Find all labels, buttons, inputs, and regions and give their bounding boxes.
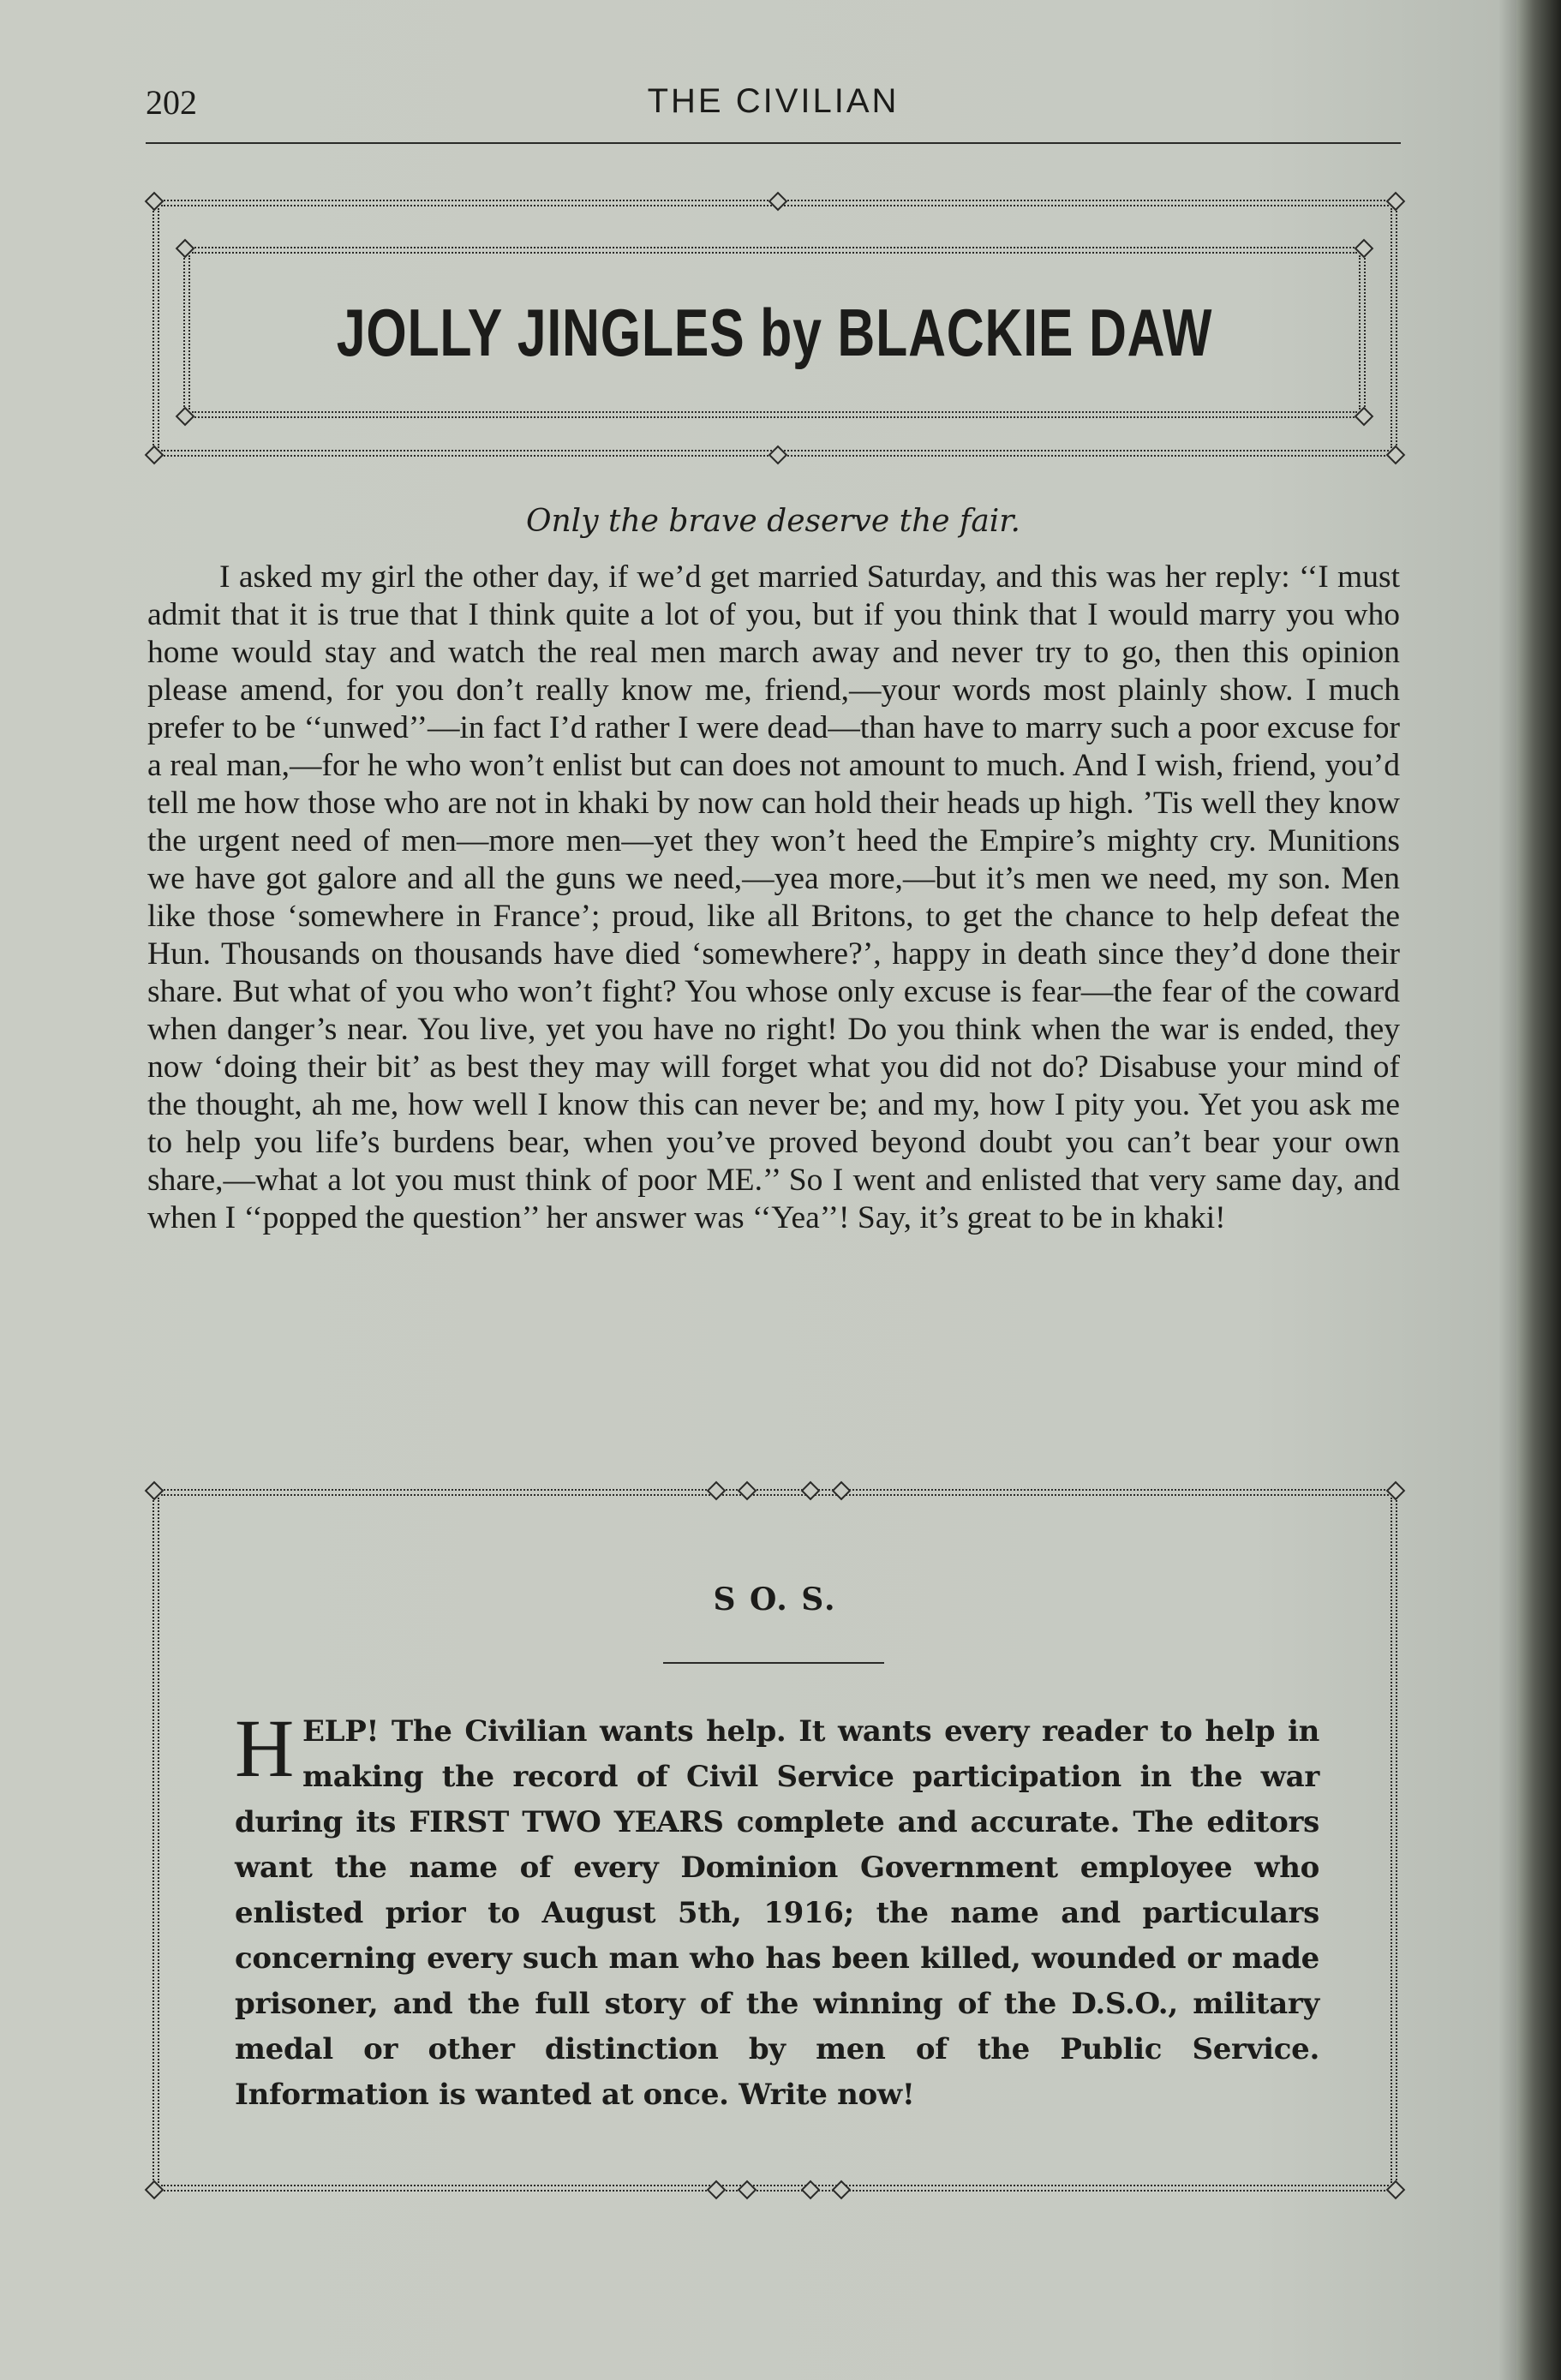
article-body xyxy=(147,559,1400,1237)
running-title: THE CIVILIAN xyxy=(647,82,900,120)
epigraph: Only the brave deserve the fair. xyxy=(525,504,1021,539)
sos-paragraph: ELP! The Civilian wants help. It wants every reader to help in making the record of Civil Service participation in the war during its FIRST TWO YEARS complete and accurate. The editors want the name of every Dominion Government employee who enlisted prior to August 5th, 1916; the name and particulars concerning every such man who has been killed, wounded or made prisoner, and the full story of the winning of the D.S.O., military medal or other distinction by men of the Public Service. Information is wanted at once. Write now! xyxy=(235,1714,1319,2112)
drop-cap: H xyxy=(235,1702,295,1794)
sos-body xyxy=(235,1702,1319,2118)
sos-heading: S O. S. xyxy=(713,1582,837,1618)
article-paragraph: I asked my girl the other day, if we’d get married Saturday, and this was her reply: ‘‘I must admit that it is true that I think quite a lot of you, but if you think that I would marry you who home would stay and watch the real men march away and never try to go, then this opinion please amend, for you don’t really know me, friend,—your words most plainly show. I much prefer to be ‘‘unwed’’—in fact I’d rather I were dead—than have to marry such a poor excuse for a real man,—for he who won’t enlist but can does not amount to much. And I wish, friend, you’d tell me how those who are not in khaki by now can hold their heads up high. ’Tis well they know the urgent need of men—more men—yet they won’t heed the Empire’s mighty cry. Munitions we have got galore and all the guns we need,—yea more,—but it’s men we need, my son. Men like those ‘somewhere in France’; proud, like all Britons, to get the chance to help defeat the Hun. Thousands on thousands have died ‘somewhere?’, happy in death since they’d done their share. But what of you who won’t fight? You whose only excuse is fear—the fear of the coward when danger’s near. You live, yet you have no right! Do you think when the war is ended, they now ‘doing their bit’ as best they may will forget what you did not do? Disabuse your mind of the thought, ah me, how well I know this can never be; and my, how I pity you. Yet you ask me to help you life’s burdens bear, when you’ve proved beyond doubt you can’t bear your own share,—what a lot you must think of poor ME.’’ So I went and enlisted that very same day, and when I ‘‘popped the question’’ her answer was ‘‘Yea’’! Say, it’s great to be in khaki! xyxy=(147,559,1400,1235)
sos-divider xyxy=(663,1662,884,1664)
page-number: 202 xyxy=(146,83,197,122)
page-header xyxy=(146,82,1401,144)
article-title: JOLLY JINGLES by BLACKIE DAW xyxy=(336,294,1213,370)
binding-gutter xyxy=(1516,0,1561,2380)
